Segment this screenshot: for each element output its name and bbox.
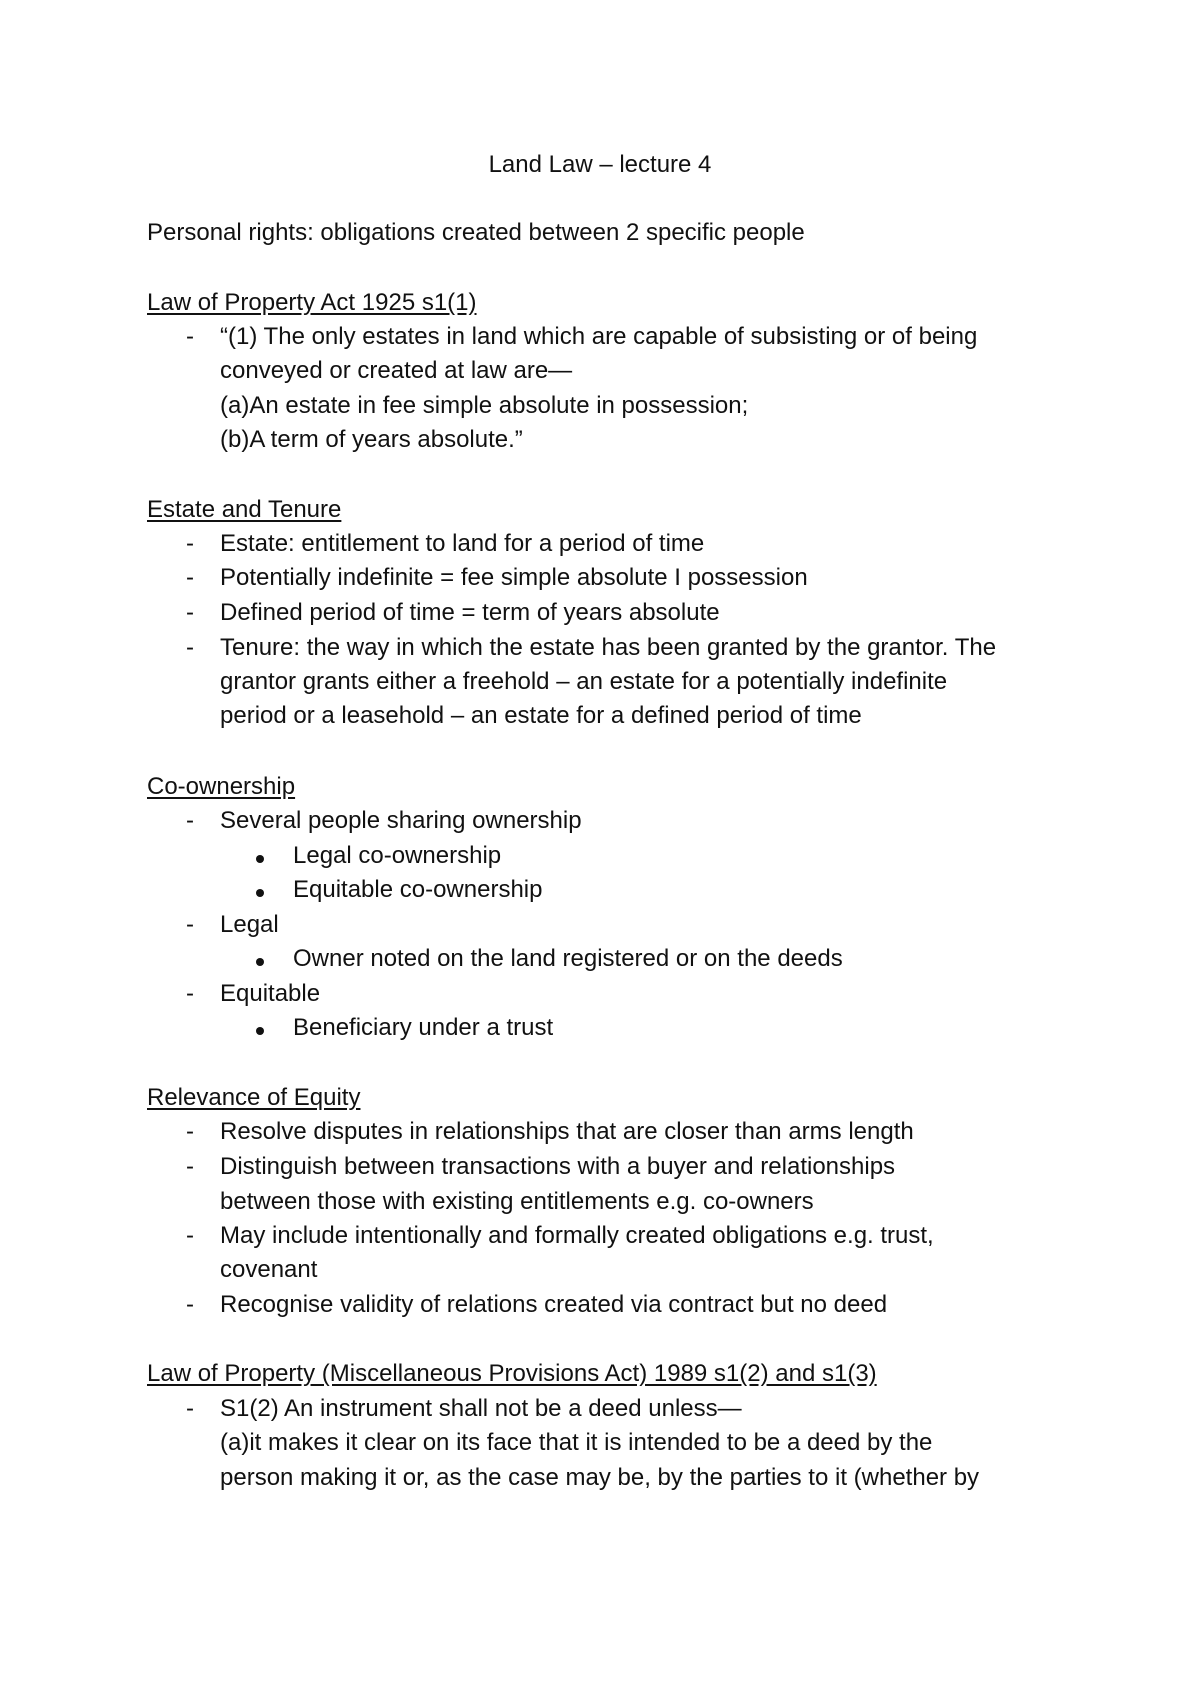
dash-marker: - — [186, 323, 194, 350]
dash-marker: - — [186, 599, 194, 626]
dash-marker: - — [186, 1395, 194, 1422]
list-item-continuation: period or a leasehold – an estate for a defined period of time — [220, 702, 862, 729]
list-item: Distinguish between transactions with a buyer and relationships — [220, 1153, 896, 1180]
list-item: Defined period of time = term of years absolute — [220, 599, 720, 626]
list-item-continuation: (a)An estate in fee simple absolute in possession; — [220, 392, 749, 419]
dash-marker: - — [186, 980, 194, 1007]
bullet-icon — [256, 889, 264, 897]
list-item-continuation: person making it or, as the case may be, by the parties to it (whether by — [220, 1464, 980, 1491]
list-item: “(1) The only estates in land which are capable of subsisting or of being — [220, 323, 978, 350]
dash-marker: - — [186, 634, 194, 661]
list-item-continuation: (a)it makes it clear on its face that it is intended to be a deed by the — [220, 1429, 933, 1456]
section-heading-estate-tenure: Estate and Tenure — [147, 496, 342, 523]
list-item: Equitable — [220, 980, 321, 1007]
list-item: Resolve disputes in relationships that are closer than arms length — [220, 1118, 914, 1145]
dash-marker: - — [186, 807, 194, 834]
document-title: Land Law – lecture 4 — [488, 151, 712, 178]
bullet-icon — [256, 958, 264, 966]
bullet-icon — [256, 855, 264, 863]
sub-list-item: Owner noted on the land registered or on the deeds — [293, 945, 843, 972]
list-item-continuation: covenant — [220, 1256, 318, 1283]
list-item: Legal — [220, 911, 279, 938]
dash-marker: - — [186, 564, 194, 591]
list-item: S1(2) An instrument shall not be a deed unless— — [220, 1395, 742, 1422]
list-item: May include intentionally and formally created obligations e.g. trust, — [220, 1222, 934, 1249]
dash-marker: - — [186, 1222, 194, 1249]
section-heading-co-ownership: Co-ownership — [147, 773, 296, 800]
bullet-icon — [256, 1027, 264, 1035]
sub-list-item: Equitable co-ownership — [293, 876, 543, 903]
list-item: Several people sharing ownership — [220, 807, 582, 834]
list-item-continuation: between those with existing entitlements e.g. co-owners — [220, 1188, 814, 1215]
dash-marker: - — [186, 530, 194, 557]
list-item: Tenure: the way in which the estate has been granted by the grantor. The — [220, 634, 997, 661]
intro-text: Personal rights: obligations created between 2 specific people — [147, 219, 805, 246]
list-item-continuation: grantor grants either a freehold – an estate for a potentially indefinite — [220, 668, 948, 695]
list-item: Potentially indefinite = fee simple absolute I possession — [220, 564, 808, 591]
list-item: Recognise validity of relations created via contract but no deed — [220, 1291, 888, 1318]
sub-list-item: Legal co-ownership — [293, 842, 502, 869]
dash-marker: - — [186, 1153, 194, 1180]
dash-marker: - — [186, 1118, 194, 1145]
sub-list-item: Beneficiary under a trust — [293, 1014, 554, 1041]
section-heading-relevance-equity: Relevance of Equity — [147, 1084, 361, 1111]
list-item-continuation: conveyed or created at law are— — [220, 357, 573, 384]
section-heading-lpa-1925: Law of Property Act 1925 s1(1) — [147, 289, 477, 316]
dash-marker: - — [186, 1291, 194, 1318]
list-item-continuation: (b)A term of years absolute.” — [220, 426, 523, 453]
section-heading-lpa-1989: Law of Property (Miscellaneous Provisions Act) 1989 s1(2) and s1(3) — [147, 1360, 877, 1387]
list-item: Estate: entitlement to land for a period of time — [220, 530, 705, 557]
dash-marker: - — [186, 911, 194, 938]
